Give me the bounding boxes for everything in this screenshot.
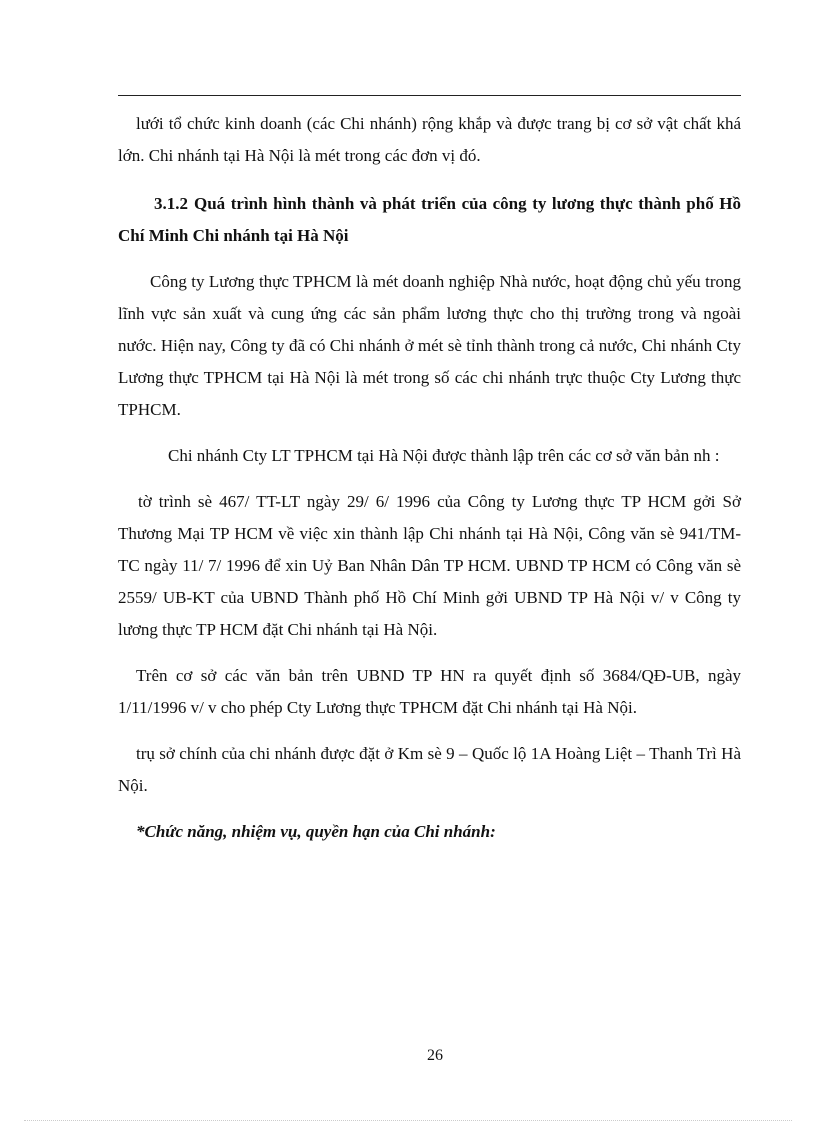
paragraph-branch-network: lưới tổ chức kinh doanh (các Chi nhánh) rộng khắp và được trang bị cơ sở vật chất khá lớn. Chi nhánh tại Hà Nội là mét trong các đơn vị đó. [118, 114, 741, 165]
paragraph-company-intro: Công ty Lương thực TPHCM là mét doanh nghiệp Nhà nước, hoạt động chủ yếu trong lĩnh vực sản xuất và cung ứng các sản phẩm lương thực cho thị trường trong và ngoài nước. Hiện nay, Công ty đã có Chi nhánh ở mét sè tỉnh thành trong cả nước, Chi nhánh Cty Lương thực TPHCM tại Hà Nội là mét trong số các chi nhánh trực thuộc Cty Lương thực TPHCM. [118, 272, 741, 419]
paragraph-decision: Trên cơ sở các văn bản trên UBND TP HN ra quyết định số 3684/QĐ-UB, ngày 1/11/1996 v/ v cho phép Cty Lương thực TPHCM đặt Chi nhánh tại Hà Nội. [118, 666, 741, 717]
paragraph-official-documents: tờ trình sè 467/ TT-LT ngày 29/ 6/ 1996 của Công ty Lương thực TP HCM gởi Sở Thương Mại TP HCM về việc xin thành lập Chi nhánh tại Hà Nội, Công văn sè 941/TM- TC ngày 11/ 7/ 1996 để xin Uỷ Ban Nhân Dân TP HCM. UBND TP HCM có Công văn sè 2559/ UB-KT của UBND Thành phố Hồ Chí Minh gởi UBND TP Hà Nội v/ v Công ty lương thực TP HCM đặt Chi nhánh tại Hà Nội. [118, 492, 741, 639]
section-heading [118, 188, 741, 252]
section-number: 3.1.2 [154, 194, 188, 213]
paragraph-establishment-basis: Chi nhánh Cty LT TPHCM tại Hà Nội được thành lập trên các cơ sở văn bản nh : [168, 446, 720, 465]
header-divider [118, 95, 741, 96]
page-number: 26 [427, 1047, 443, 1064]
paragraph-headquarters: trụ sở chính của chi nhánh được đặt ở Km sè 9 – Quốc lộ 1A Hoàng Liệt – Thanh Trì Hà Nội. [118, 744, 741, 795]
subheading-functions: *Chức năng, nhiệm vụ, quyền hạn của Chi nhánh: [136, 822, 496, 841]
bottom-divider [24, 1120, 792, 1121]
document-body [118, 108, 741, 848]
section-title: Quá trình hình thành và phát triển của công ty lương thực thành phố Hồ Chí Minh Chi nhánh tại Hà Nội [118, 194, 741, 245]
